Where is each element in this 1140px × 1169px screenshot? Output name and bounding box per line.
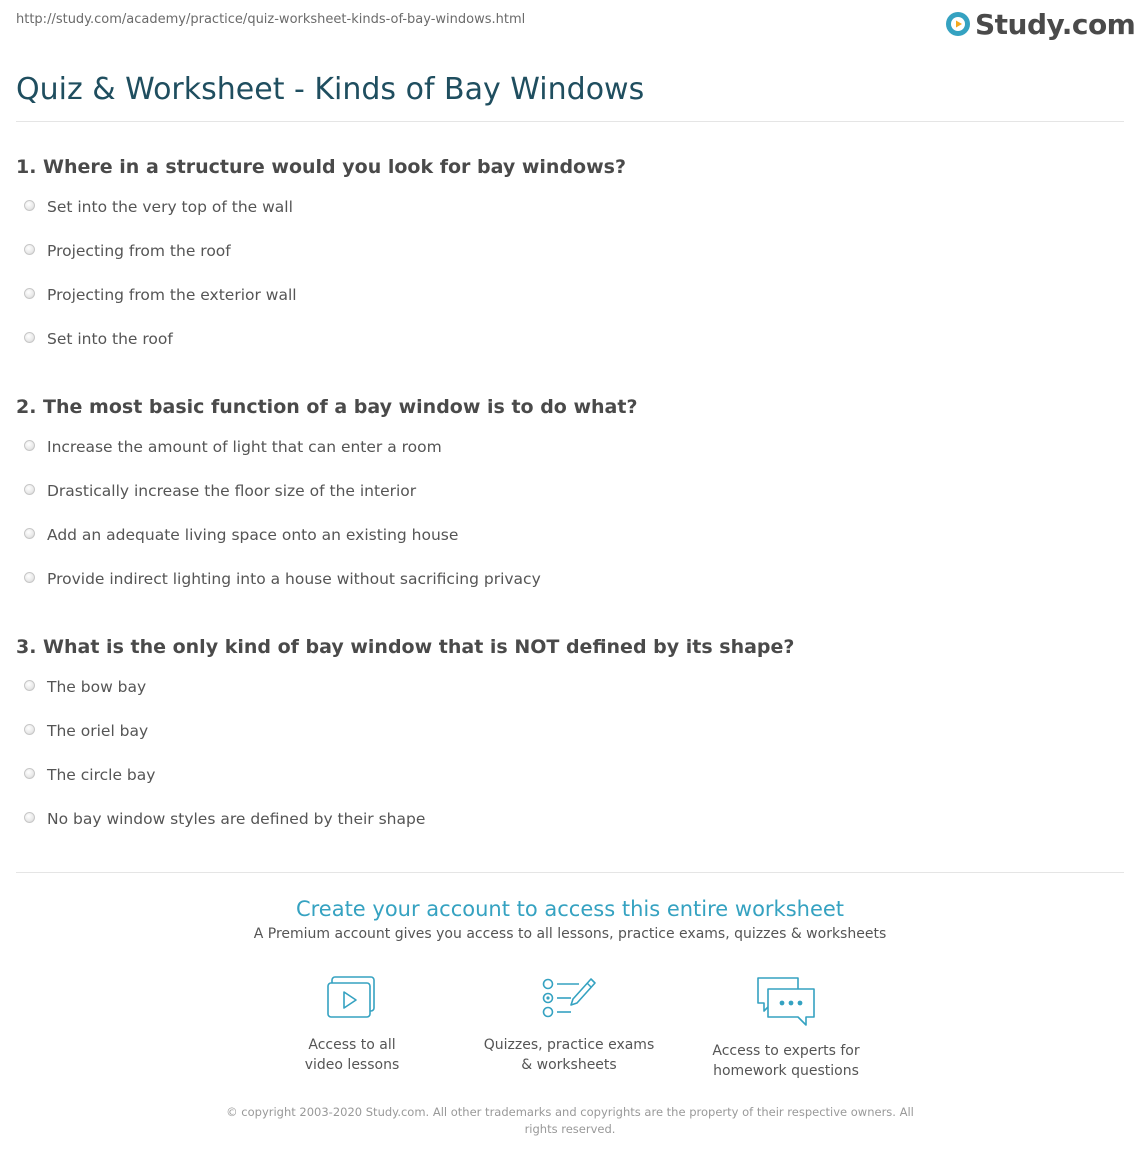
question-title: 2. The most basic function of a bay window is to do what?: [16, 396, 638, 418]
cta-subtitle: A Premium account gives you access to all lessons, practice exams, quizzes & worksheets: [253, 926, 887, 942]
option-label: Set into the roof: [47, 330, 173, 348]
question-1: [16, 154, 1116, 373]
radio-button[interactable]: [24, 288, 35, 299]
answer-option[interactable]: [16, 481, 1116, 525]
option-label: The circle bay: [47, 766, 156, 784]
logo-text: Study.com: [975, 7, 1136, 41]
answer-option[interactable]: [16, 437, 1116, 481]
option-label: Drastically increase the floor size of the interior: [47, 482, 417, 500]
answer-options: [16, 677, 1116, 853]
page-url[interactable]: http://study.com/academy/practice/quiz-worksheet-kinds-of-bay-windows.html: [16, 12, 526, 27]
radio-button[interactable]: [24, 440, 35, 451]
answer-option[interactable]: [16, 329, 1116, 373]
answer-option[interactable]: [16, 285, 1116, 329]
feature-experts: [676, 975, 896, 1081]
section-divider: [16, 872, 1124, 873]
option-label: The oriel bay: [47, 722, 149, 740]
answer-option[interactable]: [16, 569, 1116, 613]
option-label: No bay window styles are defined by their shape: [47, 810, 426, 828]
option-label: Add an adequate living space onto an existing house: [47, 526, 459, 544]
chat-bubbles-icon: [754, 975, 818, 1027]
radio-button[interactable]: [24, 572, 35, 583]
radio-button[interactable]: [24, 812, 35, 823]
radio-button[interactable]: [24, 768, 35, 779]
answer-option[interactable]: [16, 809, 1116, 853]
quiz-checklist-icon: [541, 975, 597, 1021]
answer-option[interactable]: [16, 525, 1116, 569]
option-label: Provide indirect lighting into a house without sacrificing privacy: [47, 570, 541, 588]
feature-label: Access to all video lessons: [304, 1037, 400, 1073]
answer-option[interactable]: [16, 197, 1116, 241]
answer-option[interactable]: [16, 765, 1116, 809]
answer-option[interactable]: [16, 241, 1116, 285]
feature-label: Quizzes, practice exams & worksheets: [483, 1037, 655, 1073]
create-account-link[interactable]: Create your account to access this entire worksheet: [295, 897, 845, 921]
feature-quizzes: [459, 975, 679, 1075]
play-circle-logo-icon: [945, 11, 971, 37]
radio-button[interactable]: [24, 244, 35, 255]
answer-option[interactable]: [16, 721, 1116, 765]
radio-button[interactable]: [24, 680, 35, 691]
radio-button[interactable]: [24, 724, 35, 735]
title-divider: [16, 121, 1124, 122]
option-label: Projecting from the exterior wall: [47, 286, 297, 304]
page-title: Quiz & Worksheet - Kinds of Bay Windows: [16, 72, 645, 107]
video-lessons-icon: [326, 975, 378, 1021]
option-label: The bow bay: [47, 678, 147, 696]
radio-button[interactable]: [24, 528, 35, 539]
answer-options: [16, 437, 1116, 613]
option-label: Increase the amount of light that can enter a room: [47, 438, 442, 456]
question-title: 1. Where in a structure would you look for bay windows?: [16, 156, 626, 178]
question-title: 3. What is the only kind of bay window that is NOT defined by its shape?: [16, 636, 795, 658]
question-3: [16, 634, 1116, 853]
radio-button[interactable]: [24, 484, 35, 495]
option-label: Projecting from the roof: [47, 242, 231, 260]
top-bar: [0, 0, 1140, 50]
question-2: [16, 394, 1116, 613]
option-label: Set into the very top of the wall: [47, 198, 293, 216]
radio-button[interactable]: [24, 332, 35, 343]
feature-label: Access to experts for homework questions: [712, 1043, 860, 1079]
copyright-footer: © copyright 2003-2020 Study.com. All other trademarks and copyrights are the property of their respective owners. All rights reserved.: [226, 1105, 914, 1136]
radio-button[interactable]: [24, 200, 35, 211]
answer-option[interactable]: [16, 677, 1116, 721]
feature-video-lessons: [242, 975, 462, 1075]
study-logo[interactable]: [945, 6, 1135, 42]
answer-options: [16, 197, 1116, 373]
